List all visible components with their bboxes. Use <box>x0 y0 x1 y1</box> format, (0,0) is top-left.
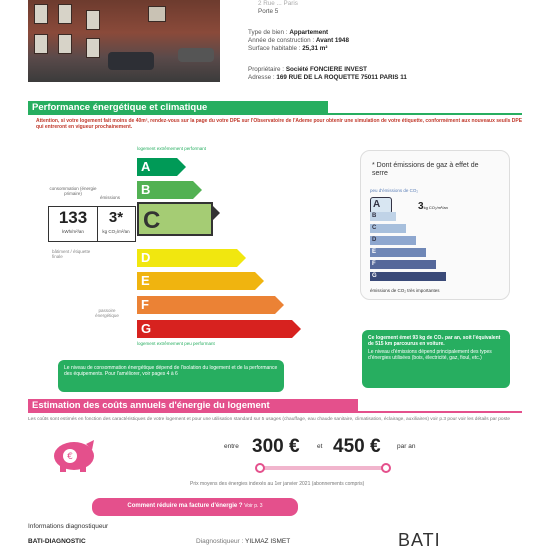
ghg-class-e: E <box>370 248 426 257</box>
emissions-note: Ce logement émet 93 kg de CO₂ par an, soit l'équivalent de 515 km parcourus en voiture. Le niveau d'émissions dépend principalement des types d'énergies utilisées (bois, électricité, gaz, fioul, etc.) <box>362 330 510 388</box>
energy-class-g: G <box>137 320 292 338</box>
bati-logo: BATI <box>398 530 441 550</box>
ghg-value: 3kg CO₂/m²/an <box>418 201 448 212</box>
energy-class-a: A <box>137 158 177 176</box>
costs-divider <box>28 411 522 413</box>
cost-low: 300 € <box>252 436 300 457</box>
door-label: Porte 5 <box>258 8 279 15</box>
ghg-class-f: F <box>370 260 436 269</box>
owner-address: Adresse : 169 RUE DE LA ROQUETTE 75011 PARIS 11 <box>248 74 407 81</box>
ghg-class-a: A <box>370 197 392 214</box>
cost-range-min-dot <box>255 463 265 473</box>
top-performance-label: logement extrêmement performant <box>137 146 207 151</box>
energy-class-c: C <box>137 202 213 236</box>
consumption-label: consommation (énergie primaire) <box>49 186 97 196</box>
diagnostician-title: Informations diagnostiqueur <box>28 523 109 530</box>
ghg-class-g: G <box>370 272 446 281</box>
costs-title: Estimation des coûts annuels d'énergie du logement <box>28 399 358 413</box>
bottom-performance-label: logement extrêmement peu performant <box>137 341 215 346</box>
cost-range-bar <box>260 466 386 470</box>
diagnostician-company: BATI-DIAGNOSTIC <box>28 538 86 545</box>
piggy-bank-icon <box>46 434 100 474</box>
performance-divider <box>28 113 522 115</box>
owner: Propriétaire : Société FONCIERE INVEST <box>248 66 367 73</box>
ghg-class-b: B <box>370 212 396 221</box>
ghg-high-label: émissions de CO₂ très importantes <box>370 288 440 293</box>
cost-and: et <box>317 443 323 450</box>
emissions-label: émissions <box>100 195 121 200</box>
ghg-class-d: D <box>370 236 416 245</box>
ghg-low-label: peu d'émissions de CO₂ <box>370 188 419 193</box>
building-photo <box>28 0 220 82</box>
emissions-value: 3* <box>108 209 124 226</box>
construction-year: Année de construction : Avant 1948 <box>248 37 349 44</box>
property-type: Type de bien : Appartement <box>248 29 329 36</box>
emissions-unit: kg CO₂/m²/an <box>102 229 130 234</box>
consumption-value: 133 <box>58 208 88 227</box>
cost-between: entre <box>224 443 239 450</box>
energy-class-b: B <box>137 181 193 199</box>
ghg-class-c: C <box>370 224 406 233</box>
cost-per-year: par an <box>397 443 416 450</box>
price-note: Prix moyens des énergies indexés au 1er janvier 2021 (abonnements compris) <box>190 481 365 487</box>
energy-class-f: F <box>137 296 275 314</box>
reduce-bill-button[interactable]: Comment réduire ma facture d'énergie ? Voir p. 3 <box>92 498 298 516</box>
energy-value-box <box>48 206 136 242</box>
final-label-note: bâtiment / étiquette finale <box>52 249 91 259</box>
consumption-note: Le niveau de consommation énergétique dépend de l'isolation du logement et de la performance des équipements. Pour l'améliorer, voir pages 4 à 6 <box>58 360 284 392</box>
performance-warning: Attention, si votre logement fait moins de 40m², rendez-vous sur la page du votre DPE sur l'Observatoire de l'Ademe pour obtenir une simulation de votre étiquette, conformément aux nouveaux seuils DPE qui entreront en vigueur prochainement. <box>36 118 523 130</box>
cost-high: 450 € <box>333 436 381 457</box>
diagnostician-name: Diagnostiqueur : YILMAZ ISMET <box>196 538 291 545</box>
energy-class-e: E <box>137 272 255 290</box>
address-partial: 2 Rue ... Paris <box>258 0 298 7</box>
energy-class-d: D <box>137 249 237 267</box>
costs-intro: Les coûts sont estimés en fonction des caractéristiques de votre logement et pour une utilisation standard sur 5 usages (chauffage, eau chaude sanitaire, climatisation, éclairage, auxiliaires) voir p.3 pour voir les détails par poste <box>28 417 511 422</box>
ghg-title: * Dont émissions de gaz à effet de serre <box>372 162 479 177</box>
performance-title: Performance énergétique et climatique <box>28 101 328 115</box>
passoire-label: passoire énergétique <box>95 308 119 318</box>
cost-range-max-dot <box>381 463 391 473</box>
consumption-unit: kWh/m²/an <box>62 229 84 234</box>
surface: Surface habitable : 25,31 m² <box>248 45 328 52</box>
svg-text:€: € <box>67 452 73 462</box>
